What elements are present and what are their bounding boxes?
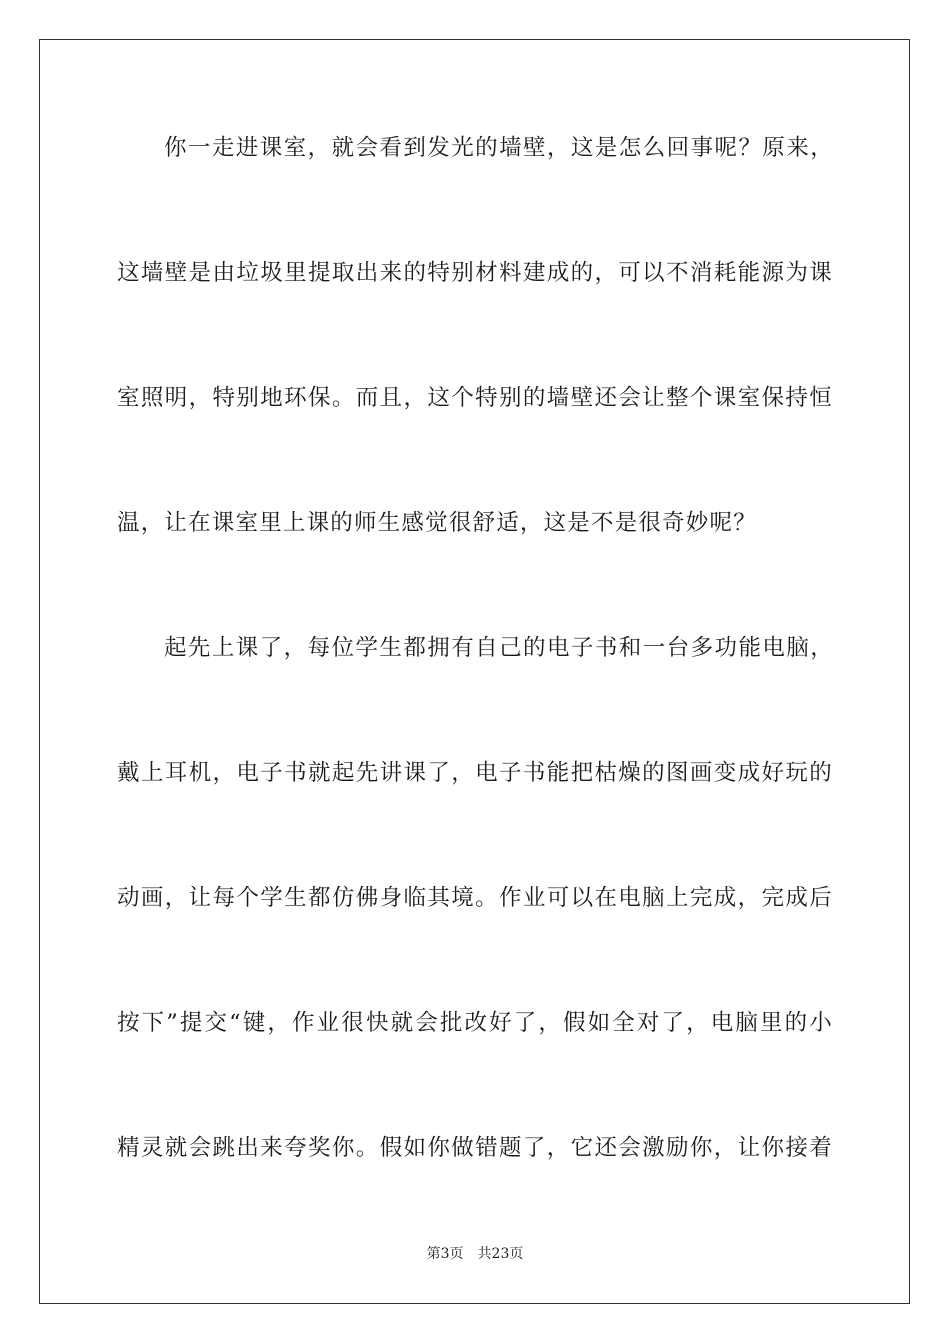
paragraph-line: 这墙壁是由垃圾里提取出来的特别材料建成的，可以不消耗能源为课 (117, 260, 833, 286)
paragraph-line: 你一走进课室，就会看到发光的墙壁，这是怎么回事呢？原来， (164, 135, 834, 161)
paragraph-line: 按下”提交“键，作业很快就会批改好了，假如全对了，电脑里的小 (117, 1010, 833, 1036)
paragraph-line: 温，让在课室里上课的师生感觉很舒适，这是不是很奇妙呢？ (117, 510, 757, 536)
paragraph-line: 室照明，特别地环保。而且，这个特别的墙壁还会让整个课室保持恒 (117, 385, 833, 411)
page-total: 共23页 (477, 1246, 524, 1262)
page-number: 第3页 (426, 1246, 464, 1262)
paragraph-line: 动画，让每个学生都仿佛身临其境。作业可以在电脑上完成，完成后 (117, 885, 833, 911)
paragraph-line: 精灵就会跳出来夸奖你。假如你做错题了，它还会激励你，让你接着 (117, 1135, 833, 1161)
paragraph-line: 戴上耳机，电子书就起先讲课了，电子书能把枯燥的图画变成好玩的 (117, 760, 833, 786)
page-footer (0, 1245, 950, 1263)
page-frame (39, 39, 910, 1304)
paragraph-line: 起先上课了，每位学生都拥有自己的电子书和一台多功能电脑， (164, 635, 834, 661)
